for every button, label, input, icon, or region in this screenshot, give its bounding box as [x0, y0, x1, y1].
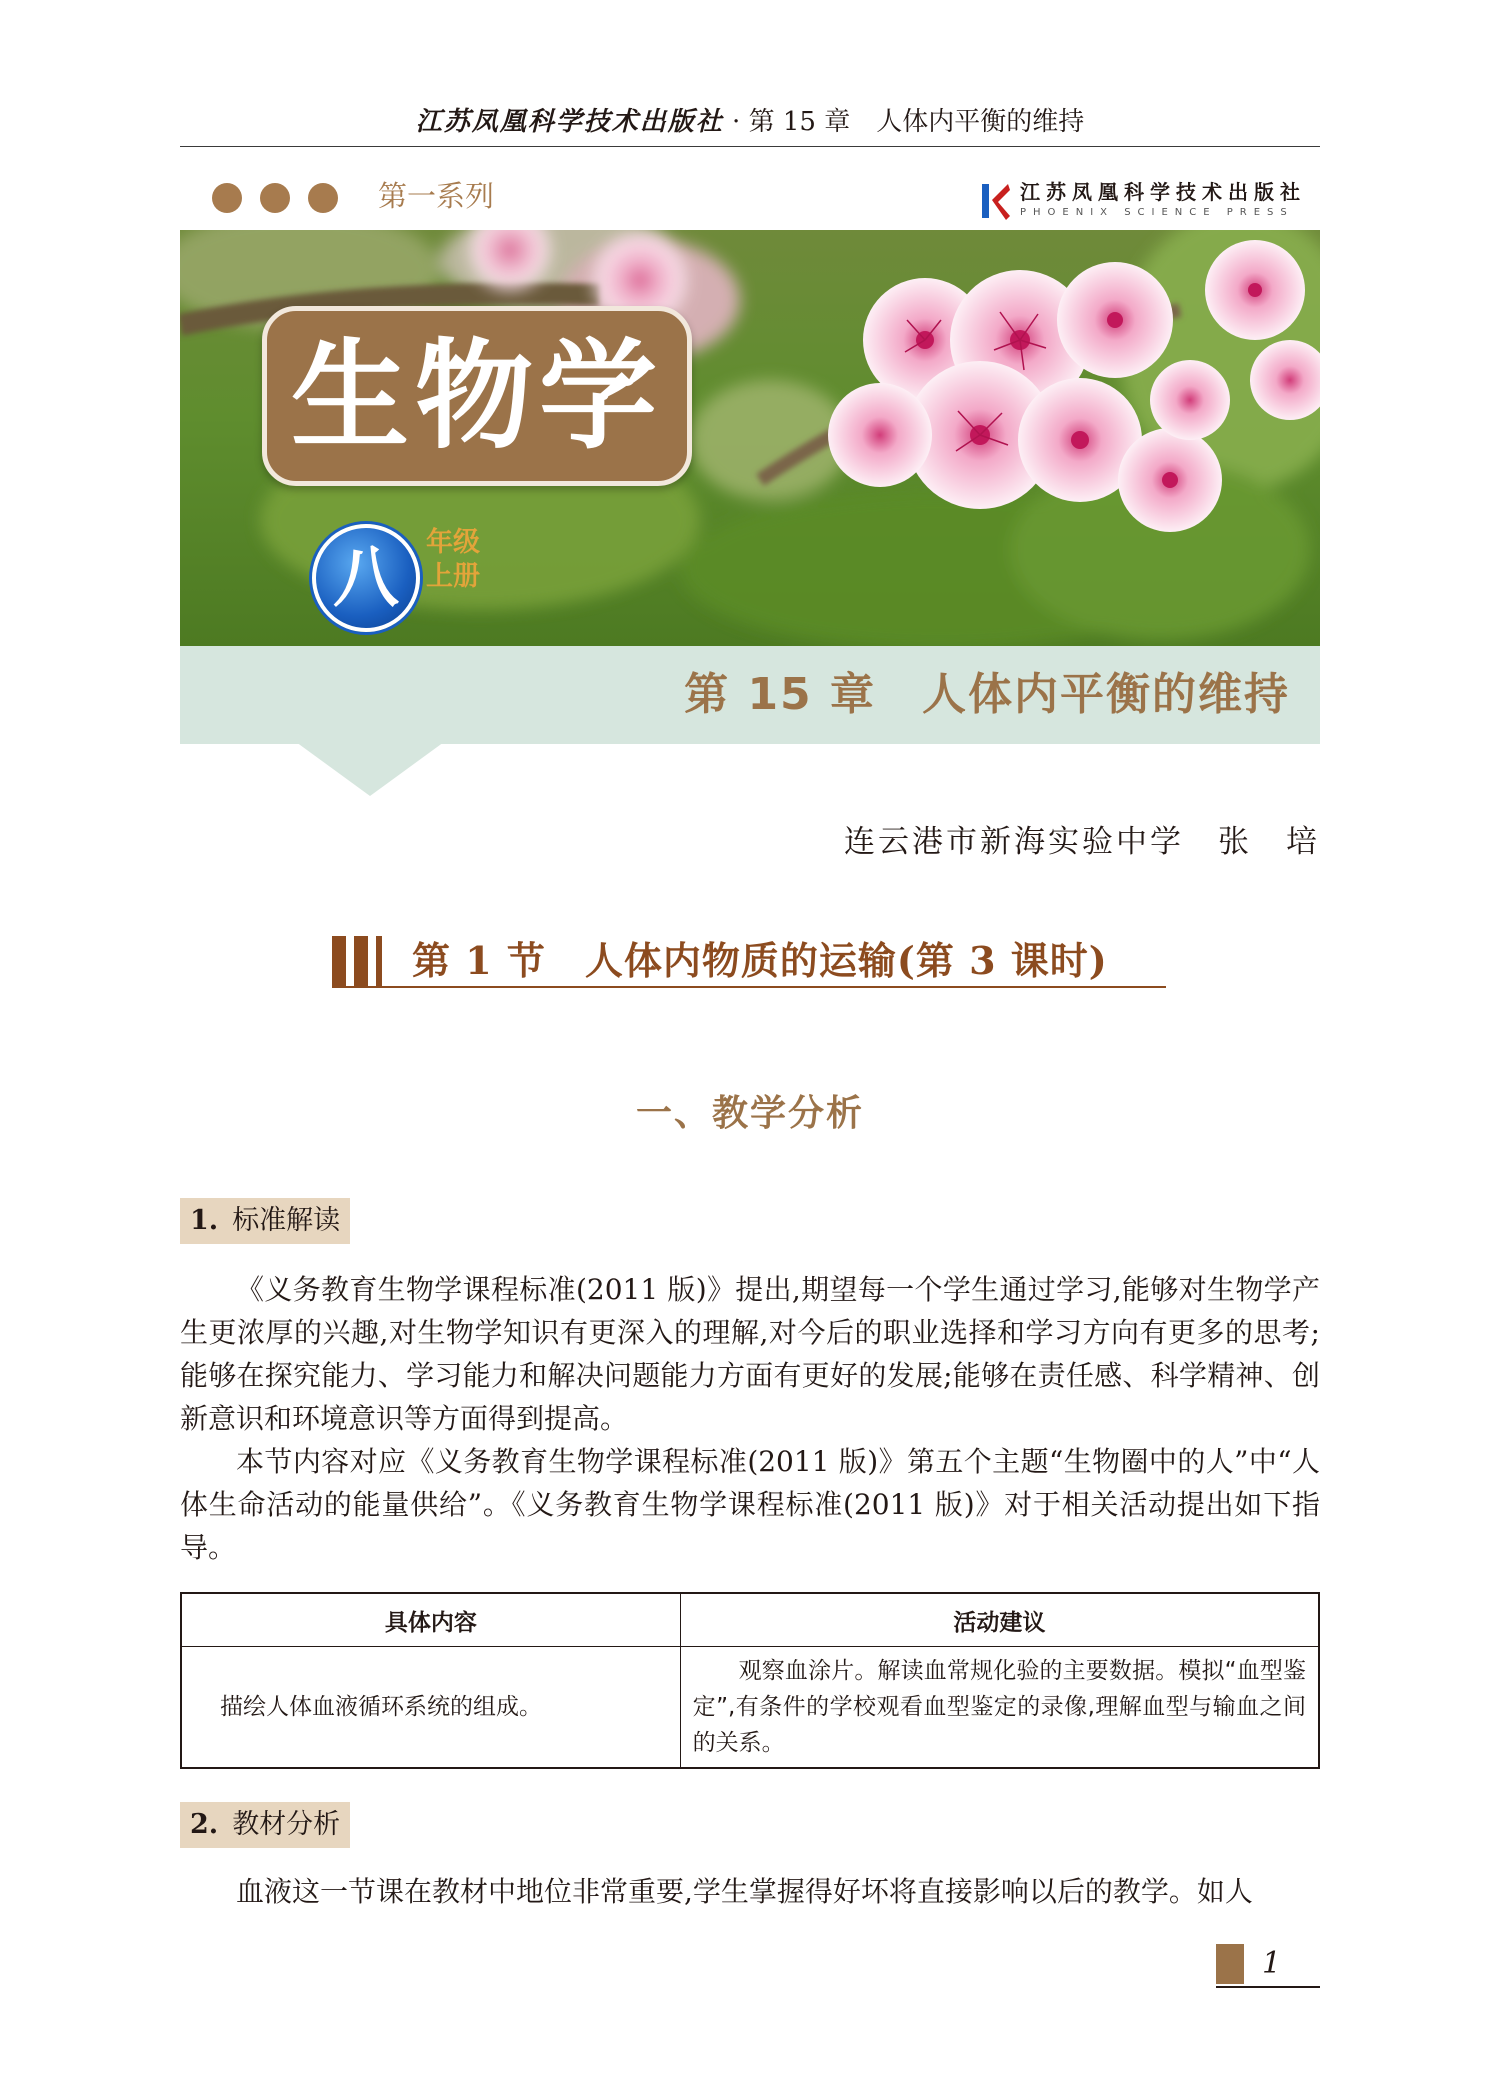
volume-label: 上册	[426, 561, 480, 592]
page-number-rule	[1216, 1986, 1320, 1988]
running-header-rule	[180, 146, 1320, 147]
section-bars	[332, 936, 382, 986]
cover-banner	[180, 230, 1320, 646]
series-dot	[260, 183, 290, 213]
subsection-heading	[180, 1198, 350, 1244]
paragraph: 本节内容对应《义务教育生物学课程标准(2011 版)》第五个主题“生物圈中的人”中“人体生命活动的能量供给”。《义务教育生物学课程标准(2011 版)》对于相关活动提出如下指导。	[180, 1445, 1320, 1564]
table-header-cell: 具体内容	[181, 1593, 680, 1647]
table-cell: 描绘人体血液循环系统的组成。	[181, 1647, 680, 1769]
section-rule	[332, 986, 1166, 988]
author-line: 连云港市新海实验中学 张 培	[844, 824, 1320, 860]
running-header	[180, 98, 1320, 146]
running-header-chapter: 第 15 章 人体内平衡的维持	[748, 107, 1085, 137]
paragraph: 血液这一节课在教材中地位非常重要,学生掌握得好坏将直接影响以后的教学。如人	[236, 1875, 1253, 1908]
paragraph: 《义务教育生物学课程标准(2011 版)》提出,期望每一个学生通过学习,能够对生物学产生更浓厚的兴趣,对生物学知识有更深入的理解,对今后的职业选择和学习方向有更多的思考;能够在探究能力、学习能力和解决问题能力方面有更好的发展;能够在责任感、科学精神、创新意识和环境意识等方面得到提高。	[180, 1273, 1320, 1435]
subsection-number: 2.	[190, 1809, 219, 1840]
page-number-marker	[1216, 1944, 1244, 1984]
section-title: 第 1 节 人体内物质的运输(第 3 课时)	[412, 938, 1108, 983]
grade-label: 年级	[426, 527, 480, 558]
section-bar	[354, 936, 368, 986]
book-title-box	[262, 306, 692, 486]
series-dots	[212, 180, 338, 216]
phoenix-logo-icon	[980, 180, 1012, 222]
chapter-title: 第 15 章 人体内平衡的维持	[684, 669, 1290, 720]
table-cell: 观察血涂片。解读血常规化验的主要数据。模拟“血型鉴定”,有条件的学校观看血型鉴定的录像,理解血型与输血之间的关系。	[680, 1647, 1319, 1769]
book-title: 生物学	[290, 327, 663, 465]
subsection-title: 教材分析	[232, 1809, 341, 1840]
grade-badge	[312, 524, 420, 632]
series-dot	[212, 183, 242, 213]
chapter-band-arrow	[296, 742, 444, 796]
publisher-logo-cn: 江苏凤凰科学技术出版社	[1020, 180, 1306, 204]
table-row	[181, 1647, 1319, 1769]
publisher-logo	[980, 180, 1320, 222]
subsection-heading	[180, 1802, 350, 1848]
series-label: 第一系列	[378, 179, 495, 213]
subsection-title: 标准解读	[232, 1205, 341, 1236]
running-header-publisher: 江苏凤凰科学技术出版社	[415, 107, 724, 137]
series-dot	[308, 183, 338, 213]
subsection-number: 1.	[190, 1205, 219, 1236]
running-header-separator: ·	[723, 107, 749, 137]
table-header-row	[181, 1593, 1319, 1647]
part-title: 一、教学分析	[635, 1093, 864, 1134]
page-number: 1	[1262, 1946, 1282, 1981]
table-header-cell: 活动建议	[680, 1593, 1319, 1647]
section-bar	[332, 936, 346, 986]
activity-table	[180, 1592, 1320, 1769]
section-bar	[376, 936, 382, 986]
grade-numeral: 八	[333, 539, 399, 616]
publisher-logo-en: PHOENIX SCIENCE PRESS	[1020, 207, 1294, 218]
